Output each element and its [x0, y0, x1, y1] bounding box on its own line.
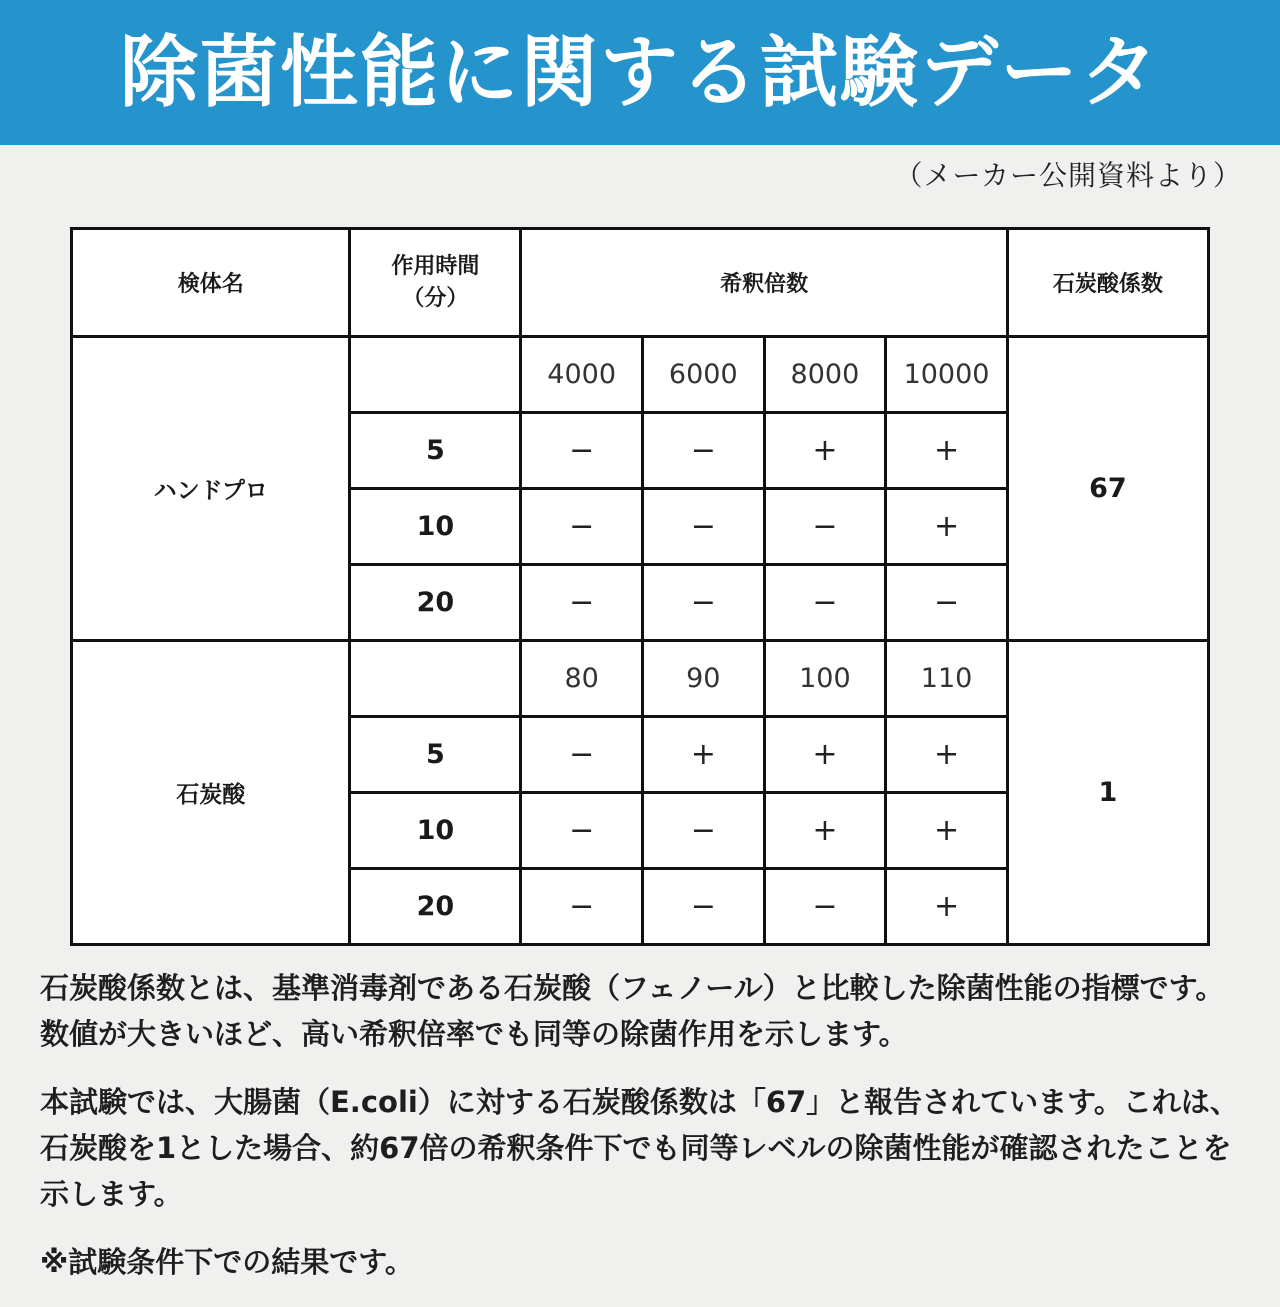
note-paragraph-definition: 石炭酸係数とは、基準消毒剤である石炭酸（フェノール）と比較した除菌性能の指標です。数値が大きいほど、高い希釈倍率でも同等の除菌作用を示します。 [40, 971, 1225, 1051]
result-mark: − [521, 489, 643, 565]
note-paragraph-result: 本試験では、大腸菌（E.coli）に対する石炭酸係数は「67」と報告されています。これは、石炭酸を1とした場合、約67倍の希釈条件下でも同等レベルの除菌性能が確認されたことを示します。 [40, 1085, 1239, 1211]
result-mark: − [521, 717, 643, 793]
result-mark: + [886, 869, 1008, 945]
result-mark: − [642, 565, 764, 641]
dilution-value: 90 [642, 641, 764, 717]
header-time-unit: （分） [402, 285, 469, 311]
time-value: 5 [350, 413, 521, 489]
test-data-table [70, 227, 1210, 946]
result-mark: − [886, 565, 1008, 641]
dilution-value: 10000 [886, 337, 1008, 413]
dilution-value: 80 [521, 641, 643, 717]
page-title: 除菌性能に関する試験データ [119, 27, 1160, 118]
coefficient-value: 1 [1007, 641, 1208, 945]
dilution-value: 8000 [764, 337, 886, 413]
result-mark: + [886, 717, 1008, 793]
dilution-row [72, 337, 1209, 413]
result-mark: − [764, 565, 886, 641]
header-specimen: 検体名 [72, 229, 350, 337]
result-mark: + [642, 717, 764, 793]
result-mark: − [764, 869, 886, 945]
result-mark: − [521, 413, 643, 489]
time-value: 20 [350, 869, 521, 945]
result-mark: − [521, 869, 643, 945]
specimen-name: 石炭酸 [72, 641, 350, 945]
result-mark: − [642, 489, 764, 565]
result-mark: − [521, 793, 643, 869]
empty-cell [350, 337, 521, 413]
dilution-row [72, 641, 1209, 717]
dilution-value: 100 [764, 641, 886, 717]
result-mark: + [886, 793, 1008, 869]
empty-cell [350, 641, 521, 717]
result-mark: − [764, 489, 886, 565]
result-mark: + [764, 413, 886, 489]
time-value: 20 [350, 565, 521, 641]
result-mark: − [521, 565, 643, 641]
time-value: 10 [350, 489, 521, 565]
header-time-label: 作用時間 [391, 253, 480, 279]
specimen-name: ハンドプロ [72, 337, 350, 641]
result-mark: + [886, 413, 1008, 489]
explanation-notes [40, 965, 1250, 1307]
dilution-value: 110 [886, 641, 1008, 717]
result-mark: + [764, 793, 886, 869]
title-banner [0, 0, 1280, 145]
result-mark: + [886, 489, 1008, 565]
dilution-value: 6000 [642, 337, 764, 413]
source-note: （メーカー公開資料より） [894, 159, 1242, 192]
result-mark: − [642, 793, 764, 869]
coefficient-value: 67 [1007, 337, 1208, 641]
time-value: 5 [350, 717, 521, 793]
time-value: 10 [350, 793, 521, 869]
footnote: ※試験条件下での結果です。 [40, 1245, 414, 1279]
header-time [350, 229, 521, 337]
result-mark: + [764, 717, 886, 793]
table-header-row [72, 229, 1209, 337]
header-coefficient: 石炭酸係数 [1007, 229, 1208, 337]
dilution-value: 4000 [521, 337, 643, 413]
result-mark: − [642, 869, 764, 945]
header-dilution: 希釈倍数 [521, 229, 1008, 337]
result-mark: − [642, 413, 764, 489]
